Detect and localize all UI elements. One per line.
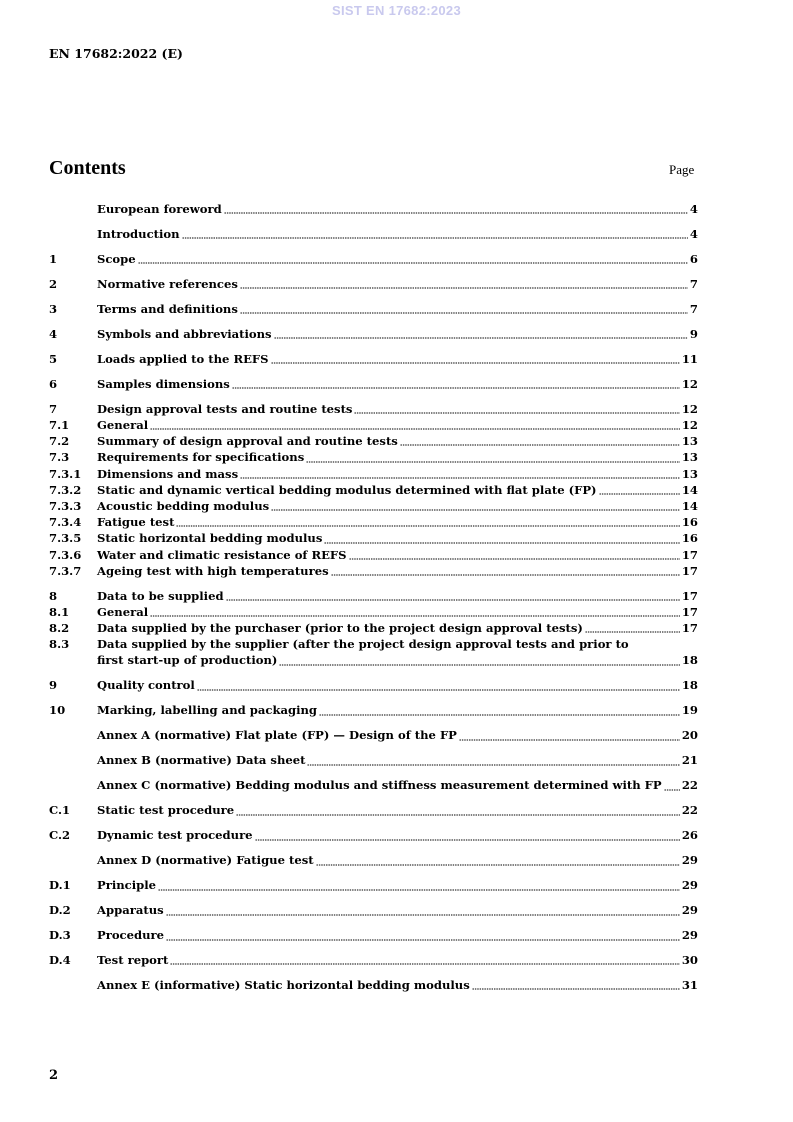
toc-entry-title: Ageing test with high temperatures [97,563,329,578]
toc-entry-title: Quality control [97,678,195,693]
page-number: 2 [49,1068,59,1083]
toc-entry-title-line2: first start-up of production) [97,653,278,668]
toc-entry-title: Dynamic test procedure [97,828,253,843]
toc-entry-page: 7 [689,276,698,291]
dot-leader [255,839,680,841]
toc-entry-page: 17 [681,588,698,603]
toc-entry-title: General [97,418,149,433]
toc-entry-page: 7 [689,301,698,316]
toc-entry-page: 17 [681,563,698,578]
toc-entry-page: 6 [689,251,698,266]
toc-entry[interactable] [49,433,698,449]
toc-entry-title: Dimensions and mass [97,466,239,481]
dot-leader [459,739,680,741]
toc-entry-number: 10 [49,703,66,718]
toc-entry[interactable] [49,376,698,392]
toc-entry[interactable] [49,777,698,793]
toc-entry-number: 1 [49,251,58,266]
toc-entry-title: Symbols and abbreviations [97,326,272,341]
toc-entry-number: 7.3.1 [49,466,82,481]
toc-entry-page: 12 [681,376,698,391]
toc-entry[interactable] [49,852,698,868]
toc-entry[interactable] [49,276,698,292]
toc-entry-title: Procedure [97,928,165,943]
toc-entry-title-line1: Data supplied by the supplier (after the project design approval tests and prior to [97,637,629,652]
toc-entry-title: Annex D (normative) Fatigue test [97,853,314,868]
toc-entry[interactable] [49,530,698,546]
toc-entry-page: 17 [681,547,698,562]
dot-leader [150,428,680,430]
toc-entry-title: General [97,604,149,619]
toc-entry[interactable] [49,351,698,367]
toc-entry[interactable] [49,588,698,604]
toc-entry-title: Acoustic bedding modulus [97,498,270,513]
toc-entry[interactable] [49,752,698,768]
toc-entry-number: C.2 [49,828,71,843]
toc-entry-number: D.3 [49,928,71,943]
toc-entry-page: 14 [681,498,698,513]
toc-entry-number: 7.3.3 [49,498,82,513]
dot-leader [240,287,688,289]
toc-entry-title: Scope [97,251,136,266]
toc-entry-page: 12 [681,401,698,416]
toc-entry-page: 13 [681,450,698,465]
dot-leader [236,814,680,816]
toc-entry-title: European foreword [97,201,222,216]
toc-entry-page: 4 [689,201,698,216]
toc-entry-page: 26 [681,828,698,843]
toc-entry-page: 17 [681,621,698,636]
toc-entry-title: Static horizontal bedding modulus [97,531,323,546]
toc-entry[interactable] [49,902,698,918]
dot-leader [158,889,680,891]
toc-entry-page: 22 [681,803,698,818]
dot-leader [585,631,680,633]
toc-entry-number: 7.3.6 [49,547,82,562]
toc-entry[interactable] [49,727,698,743]
toc-entry[interactable] [49,802,698,818]
toc-entry-page: 13 [681,466,698,481]
toc-entry-number: 7.1 [49,418,70,433]
toc-entry-page: 16 [681,531,698,546]
toc-entry[interactable] [49,677,698,693]
dot-leader [226,599,680,601]
toc-entry[interactable] [49,498,698,514]
toc-entry-title: Requirements for specifications [97,450,305,465]
toc-entry-number: D.4 [49,953,71,968]
toc-entry-title: Normative references [97,276,238,291]
toc-entry-page: 30 [681,953,698,968]
toc-entry-page: 11 [681,351,698,366]
toc-entry-title: Data supplied by the purchaser (prior to the project design approval tests) [97,621,583,636]
dot-leader [150,615,680,617]
toc-entry-number: C.1 [49,803,71,818]
toc-entry-number: 6 [49,376,58,391]
toc-entry-title: Annex B (normative) Data sheet [97,753,306,768]
toc-entry-page: 29 [681,853,698,868]
dot-leader [307,764,679,766]
contents-title: Contents [49,157,126,179]
toc-entry-number: 7 [49,401,58,416]
toc-entry[interactable] [49,401,698,417]
toc-entry-number: 4 [49,326,58,341]
toc-entry-number: 8.1 [49,604,70,619]
toc-entry[interactable] [49,563,698,579]
dot-leader [316,864,680,866]
toc-entry-page: 22 [681,778,698,793]
toc-entry-title: Static test procedure [97,803,235,818]
toc-entry-page: 20 [681,728,698,743]
dot-leader [166,939,680,941]
toc-entry[interactable] [49,326,698,342]
toc-entry-page: 21 [681,753,698,768]
dot-leader [354,412,679,414]
dot-leader [279,664,679,666]
toc-entry-title: Introduction [97,226,180,241]
toc-entry[interactable] [49,417,698,433]
toc-entry-number: 9 [49,678,58,693]
toc-entry-page: 16 [681,515,698,530]
toc-entry-title: Marking, labelling and packaging [97,703,318,718]
toc-entry-title: Static and dynamic vertical bedding modulus determined with flat plate (FP) [97,482,597,497]
document-id: EN 17682:2022 (E) [49,46,183,61]
toc-entry-number: 7.3.4 [49,515,82,530]
toc-entry[interactable] [49,827,698,843]
toc-entry-title: Fatigue test [97,515,175,530]
dot-leader [138,262,688,264]
toc-entry-number: 5 [49,351,58,366]
toc-entry-number: 3 [49,301,58,316]
toc-entry-page: 18 [681,653,698,668]
dot-leader [271,509,680,511]
table-of-contents [49,201,698,993]
dot-leader [324,542,679,544]
toc-entry-page: 19 [681,703,698,718]
dot-leader [166,914,680,916]
toc-entry[interactable] [49,226,698,242]
dot-leader [182,237,688,239]
dot-leader [349,558,680,560]
dot-leader [197,689,680,691]
toc-entry[interactable] [49,449,698,465]
toc-entry-page: 18 [681,678,698,693]
toc-entry[interactable] [49,877,698,893]
toc-entry[interactable] [49,482,698,498]
dot-leader [274,337,688,339]
dot-leader [400,444,680,446]
toc-entry-number: D.2 [49,903,71,918]
dot-leader [271,362,680,364]
toc-entry[interactable] [49,952,698,968]
toc-entry-page: 17 [681,604,698,619]
toc-entry-number: 7.3.2 [49,482,82,497]
toc-entry-title: Apparatus [97,903,164,918]
dot-leader [306,461,680,463]
toc-entry-multiline[interactable] [49,636,698,652]
toc-entry-page: 13 [681,434,698,449]
toc-entry-number: 7.3.5 [49,531,82,546]
toc-entry-title: Data to be supplied [97,588,224,603]
dot-leader [240,477,680,479]
toc-entry-page: 4 [689,226,698,241]
toc-entry-page: 29 [681,903,698,918]
toc-entry-title: Test report [97,953,169,968]
toc-entry-title: Design approval tests and routine tests [97,401,353,416]
dot-leader [319,714,680,716]
toc-entry-title: Annex C (normative) Bedding modulus and stiffness measurement determined with FP [97,778,662,793]
toc-entry-page: 12 [681,418,698,433]
toc-entry-title: Loads applied to the REFS [97,351,269,366]
toc-entry-number: 7.3 [49,450,70,465]
toc-entry[interactable] [49,620,698,636]
dot-leader [472,988,680,990]
toc-entry-page: 29 [681,928,698,943]
watermark: SIST EN 17682:2023 [332,3,461,18]
toc-entry-page: 29 [681,878,698,893]
toc-entry[interactable] [49,251,698,267]
dot-leader [224,212,688,214]
toc-entry-number: 7.3.7 [49,563,82,578]
dot-leader [240,312,688,314]
toc-entry-title: Annex A (normative) Flat plate (FP) — Design of the FP [97,728,457,743]
dot-leader [170,963,679,965]
toc-entry[interactable] [49,702,698,718]
toc-entry[interactable] [49,977,698,993]
toc-entry-multiline-cont[interactable] [49,652,698,668]
toc-entry[interactable] [49,547,698,563]
toc-entry-page: 14 [681,482,698,497]
dot-leader [176,525,679,527]
toc-entry-title: Samples dimensions [97,376,230,391]
toc-entry-page: 31 [681,978,698,993]
toc-entry-number: D.1 [49,878,71,893]
dot-leader [232,387,680,389]
toc-entry-number: 8 [49,588,58,603]
toc-entry-title: Water and climatic resistance of REFS [97,547,347,562]
toc-entry-title: Terms and definitions [97,301,238,316]
toc-entry[interactable] [49,201,698,217]
toc-entry[interactable] [49,927,698,943]
toc-entry-number: 2 [49,276,58,291]
toc-entry-number: 7.2 [49,434,70,449]
toc-entry-page: 9 [689,326,698,341]
toc-entry-number: 8.2 [49,621,70,636]
toc-entry[interactable] [49,604,698,620]
dot-leader [599,493,680,495]
toc-entry-title: Principle [97,878,157,893]
toc-entry[interactable] [49,301,698,317]
toc-entry[interactable] [49,514,698,530]
toc-entry-title: Annex E (informative) Static horizontal bedding modulus [97,978,470,993]
page-column-label: Page [669,162,695,177]
toc-entry[interactable] [49,466,698,482]
dot-leader [331,574,680,576]
toc-entry-number: 8.3 [49,637,70,652]
dot-leader [664,789,680,791]
toc-entry-title: Summary of design approval and routine tests [97,434,398,449]
